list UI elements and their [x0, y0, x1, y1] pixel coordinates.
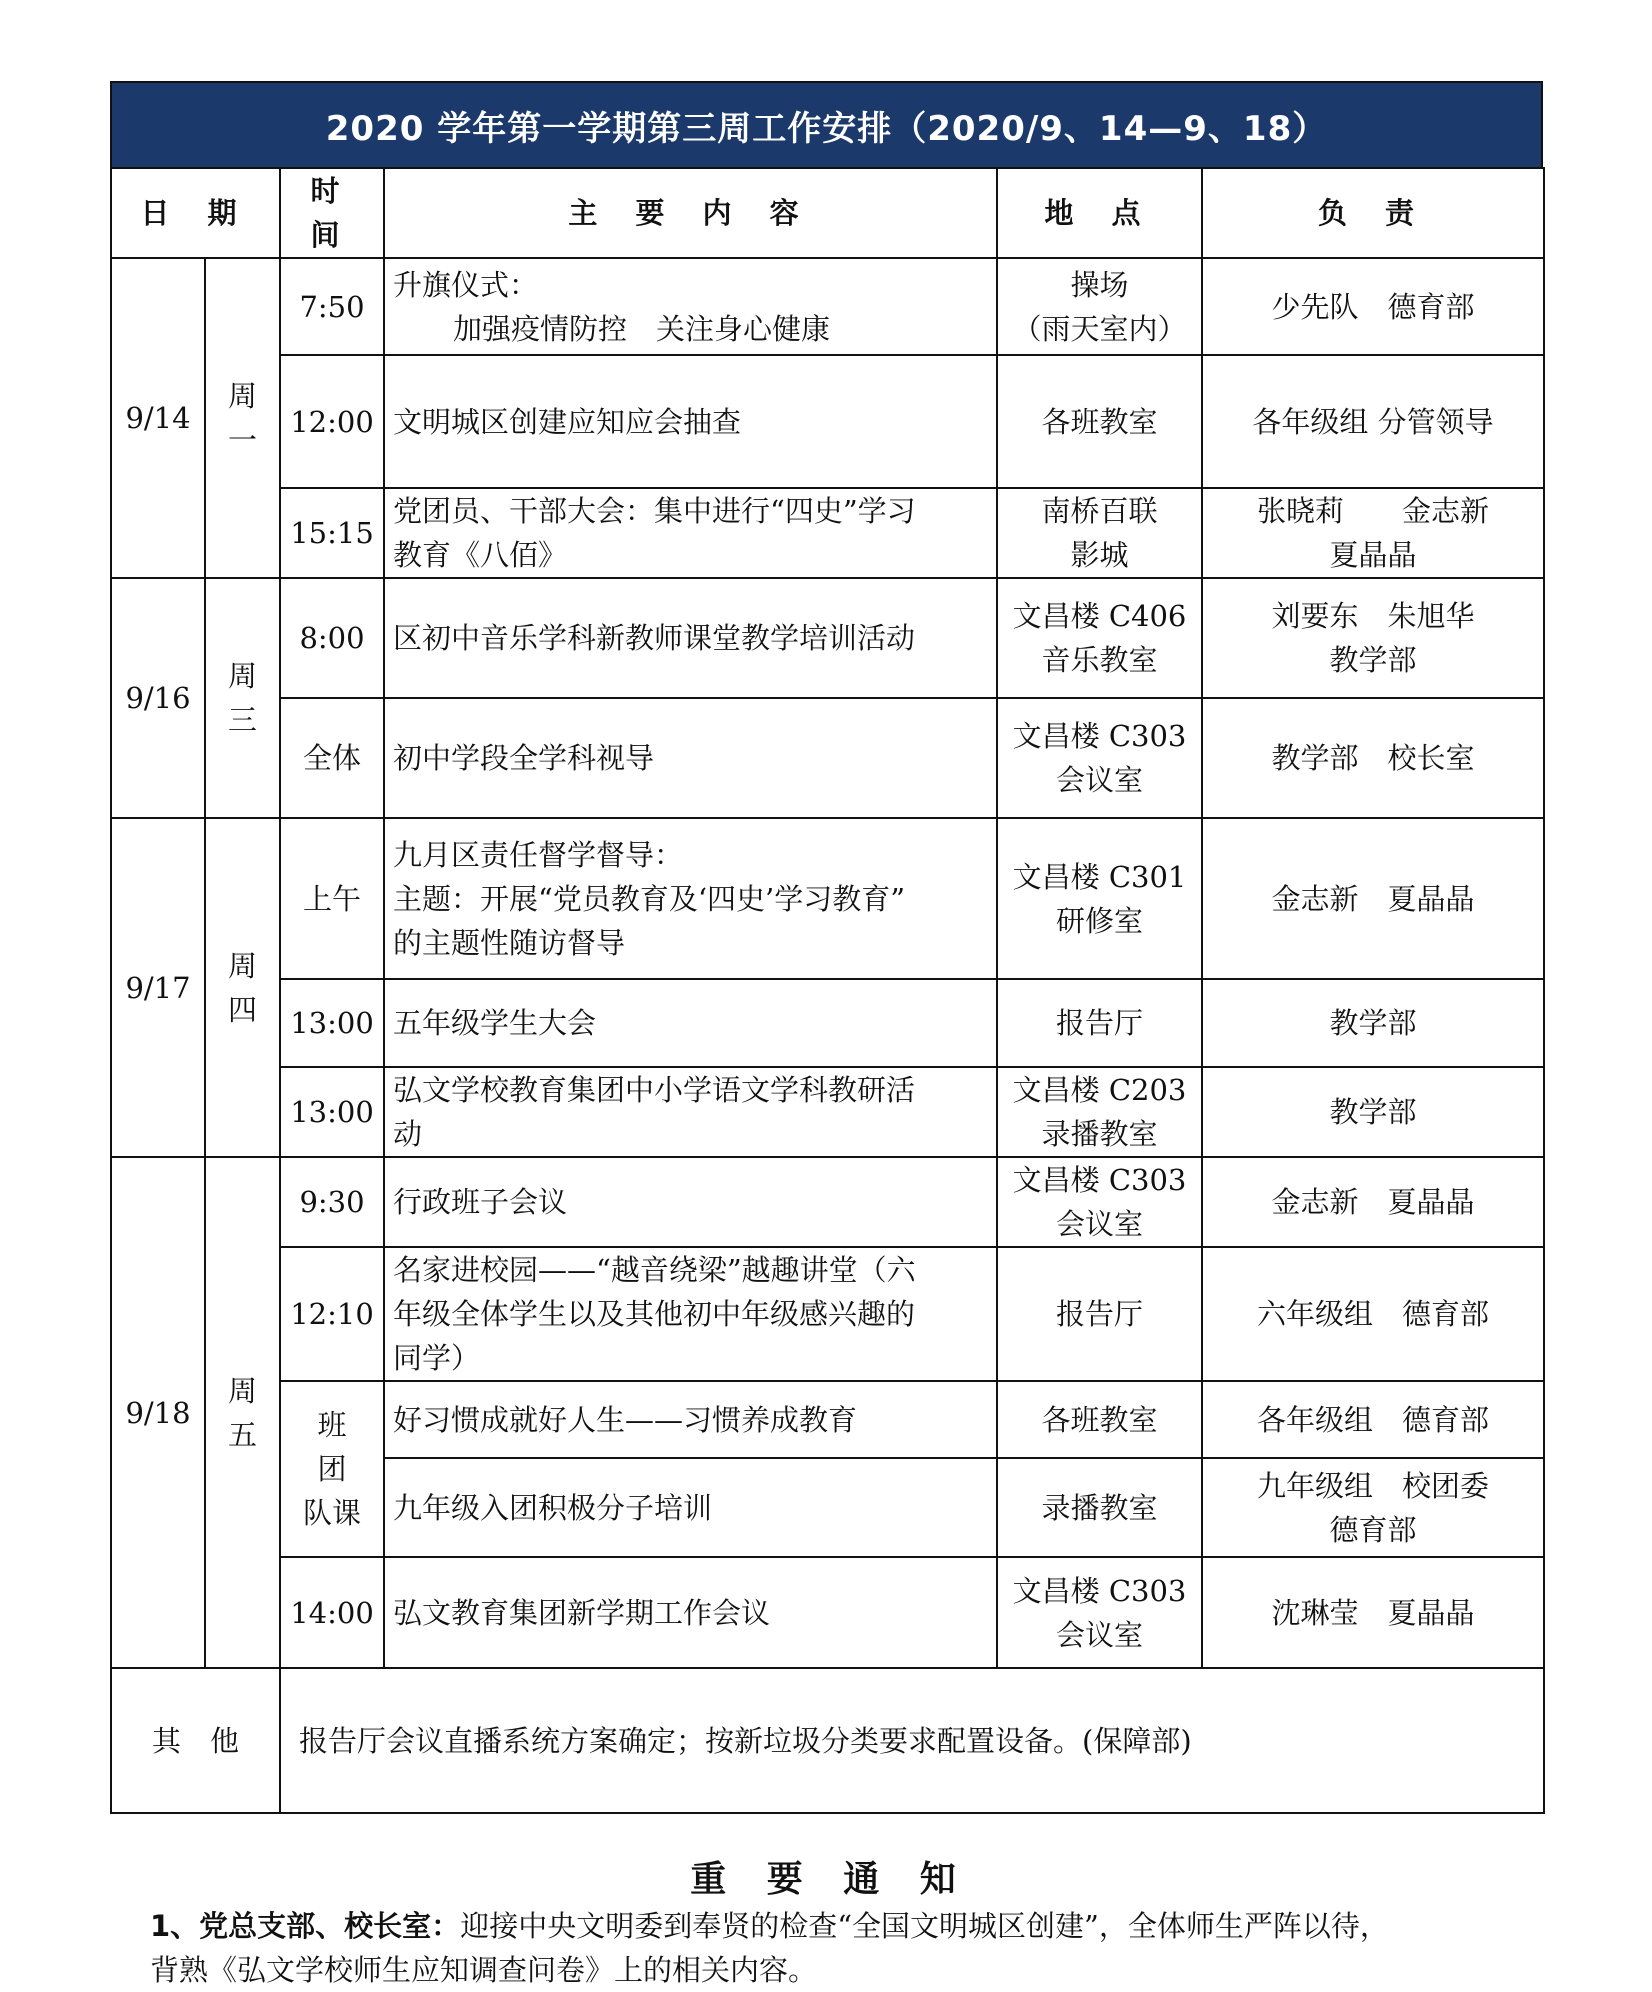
notice-title: 重 要 通 知	[690, 1859, 970, 1900]
time-cell: 15:15	[280, 488, 384, 578]
place-cell	[997, 578, 1202, 698]
time-cell: 7:50	[280, 258, 384, 355]
notice-body	[150, 1904, 1550, 1992]
content-line: 弘文学校教育集团中小学语文学科教研活	[393, 1073, 916, 1107]
owner-cell: 教学部 校长室	[1202, 698, 1544, 818]
header-time: 时 间	[280, 168, 384, 258]
owner-cell: 六年级组 德育部	[1202, 1247, 1544, 1381]
place-cell	[997, 488, 1202, 578]
content-line: 同学）	[393, 1341, 481, 1375]
place-cell	[997, 1157, 1202, 1247]
owner-cell	[1202, 488, 1544, 578]
content-cell: 文明城区创建应知应会抽查	[384, 355, 997, 488]
place-cell	[997, 1067, 1202, 1157]
owner-line: 张晓莉 金志新	[1257, 494, 1490, 528]
header-owner: 负 责	[1202, 168, 1544, 258]
place-cell: 各班教室	[997, 1381, 1202, 1458]
time-cell: 13:00	[280, 1067, 384, 1157]
place-line: （雨天室内）	[1012, 311, 1187, 346]
owner-cell: 各年级组 分管领导	[1202, 355, 1544, 488]
place-line: 南桥百联	[1041, 494, 1158, 528]
content-line: 动	[393, 1117, 423, 1151]
content-cell: 弘文教育集团新学期工作会议	[384, 1557, 997, 1668]
place-line: 文昌楼 C303	[1012, 1163, 1187, 1197]
other-label: 其 他	[111, 1668, 280, 1813]
place-line: 影城	[1070, 538, 1129, 572]
schedule-sheet	[110, 81, 1543, 1814]
weekday-cell: 周五	[205, 1157, 280, 1668]
place-line: 文昌楼 C303	[1012, 1573, 1187, 1608]
place-line: 会议室	[1056, 1617, 1144, 1652]
date-cell: 9/16	[111, 578, 205, 818]
time-cell	[280, 1381, 384, 1557]
time-line: 班 团	[317, 1408, 376, 1486]
place-line: 操场	[1070, 267, 1129, 302]
owner-line: 九年级组 校团委	[1257, 1468, 1490, 1503]
content-cell: 五年级学生大会	[384, 979, 997, 1067]
place-line: 音乐教室	[1041, 643, 1158, 677]
content-cell	[384, 1067, 997, 1157]
owner-cell: 少先队 德育部	[1202, 258, 1544, 355]
notice-item-text: 背熟《弘文学校师生应知调查问卷》上的相关内容。	[150, 1953, 818, 1987]
weekday-cell: 周四	[205, 818, 280, 1157]
place-line: 文昌楼 C406	[1012, 599, 1187, 633]
table-row	[111, 1067, 1544, 1157]
owner-line: 教学部	[1329, 643, 1417, 677]
place-line: 文昌楼 C303	[1012, 719, 1187, 753]
schedule-table	[110, 167, 1545, 1814]
table-header-row	[111, 168, 1544, 258]
owner-cell: 金志新 夏晶晶	[1202, 1157, 1544, 1247]
content-cell: 好习惯成就好人生——习惯养成教育	[384, 1381, 997, 1458]
place-line: 文昌楼 C203	[1012, 1073, 1187, 1107]
time-cell: 全体	[280, 698, 384, 818]
content-cell	[384, 1247, 997, 1381]
time-cell: 12:00	[280, 355, 384, 488]
date-cell: 9/14	[111, 258, 205, 578]
table-row	[111, 578, 1544, 698]
place-cell	[997, 258, 1202, 355]
weekday-cell: 周一	[205, 258, 280, 578]
table-row	[111, 979, 1544, 1067]
place-line: 会议室	[1056, 763, 1144, 797]
header-content: 主 要 内 容	[384, 168, 997, 258]
table-row	[111, 1557, 1544, 1668]
notice-item-text: 迎接中央文明委到奉贤的检查“全国文明城区创建”，全体师生严阵以待，	[460, 1909, 1389, 1943]
content-line: 加强疫情防控 关注身心健康	[453, 311, 831, 346]
time-cell: 12:10	[280, 1247, 384, 1381]
date-cell: 9/18	[111, 1157, 205, 1668]
place-cell: 录播教室	[997, 1458, 1202, 1557]
time-cell: 上午	[280, 818, 384, 979]
owner-cell: 教学部	[1202, 979, 1544, 1067]
place-cell: 报告厅	[997, 1247, 1202, 1381]
time-line: 队课	[303, 1496, 362, 1530]
time-cell: 14:00	[280, 1557, 384, 1668]
table-row	[111, 355, 1544, 488]
table-row	[111, 818, 1544, 979]
place-cell: 报告厅	[997, 979, 1202, 1067]
content-line: 九月区责任督学督导：	[393, 837, 684, 872]
owner-line: 刘要东 朱旭华	[1271, 599, 1475, 633]
owner-cell: 沈琳莹 夏晶晶	[1202, 1557, 1544, 1668]
table-row	[111, 1381, 1544, 1458]
place-line: 文昌楼 C301	[1012, 859, 1187, 894]
other-text	[280, 1668, 1544, 1813]
time-cell: 9:30	[280, 1157, 384, 1247]
content-line: 教育《八佰》	[393, 538, 568, 572]
owner-cell	[1202, 578, 1544, 698]
owner-cell	[1202, 1458, 1544, 1557]
table-row	[111, 258, 1544, 355]
time-cell: 13:00	[280, 979, 384, 1067]
header-place: 地 点	[997, 168, 1202, 258]
content-cell: 九年级入团积极分子培训	[384, 1458, 997, 1557]
header-date: 日 期	[111, 168, 280, 258]
place-cell	[997, 818, 1202, 979]
content-line: 升旗仪式：	[393, 267, 539, 302]
content-line: 名家进校园——“越音绕梁”越趣讲堂（六	[393, 1253, 916, 1287]
owner-cell: 金志新 夏晶晶	[1202, 818, 1544, 979]
place-line: 研修室	[1056, 903, 1144, 938]
notice-section	[150, 1851, 1550, 1992]
owner-line: 德育部	[1329, 1512, 1417, 1547]
date-cell: 9/17	[111, 818, 205, 1157]
place-cell	[997, 1557, 1202, 1668]
place-cell	[997, 698, 1202, 818]
table-row	[111, 488, 1544, 578]
content-line: 年级全体学生以及其他初中年级感兴趣的	[393, 1297, 916, 1331]
content-cell: 区初中音乐学科新教师课堂教学培训活动	[384, 578, 997, 698]
table-row	[111, 1157, 1544, 1247]
table-row	[111, 1668, 1544, 1813]
content-cell	[384, 818, 997, 979]
other-text-value: 报告厅会议直播系统方案确定；按新垃圾分类要求配置设备。(保障部)	[299, 1723, 1192, 1758]
table-row	[111, 1247, 1544, 1381]
schedule-title: 2020 学年第一学期第三周工作安排（2020/9、14—9、18）	[110, 81, 1543, 167]
place-line: 录播教室	[1041, 1117, 1158, 1151]
table-row	[111, 698, 1544, 818]
time-cell: 8:00	[280, 578, 384, 698]
place-line: 会议室	[1056, 1207, 1144, 1241]
content-cell: 行政班子会议	[384, 1157, 997, 1247]
content-cell: 初中学段全学科视导	[384, 698, 997, 818]
notice-item-heading: 1、党总支部、校长室：	[150, 1909, 461, 1943]
owner-cell: 各年级组 德育部	[1202, 1381, 1544, 1458]
owner-line: 夏晶晶	[1329, 538, 1417, 572]
place-cell: 各班教室	[997, 355, 1202, 488]
content-line: 主题：开展“党员教育及‘四史’学习教育”	[393, 881, 906, 916]
content-cell	[384, 258, 997, 355]
content-line: 的主题性随访督导	[393, 925, 626, 960]
content-cell	[384, 488, 997, 578]
content-line: 党团员、干部大会：集中进行“四史”学习	[393, 494, 916, 528]
owner-cell: 教学部	[1202, 1067, 1544, 1157]
weekday-cell: 周三	[205, 578, 280, 818]
